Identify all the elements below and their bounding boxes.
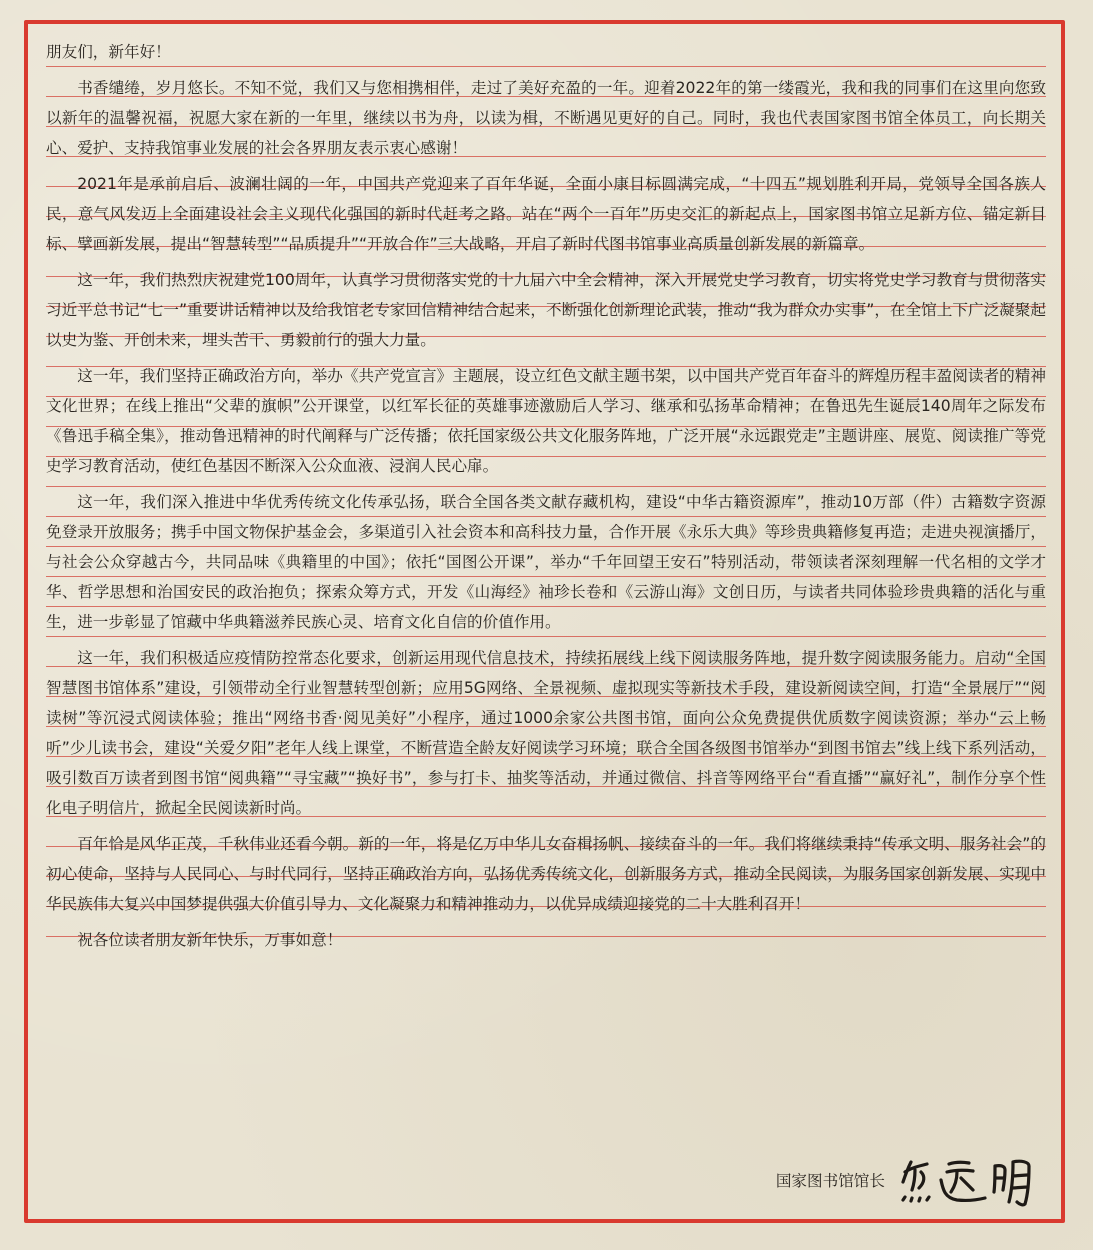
paragraph-5: 这一年，我们深入推进中华优秀传统文化传承弘扬，联合全国各类文献存藏机构，建设“中华古籍资源库”，推动10万部（件）古籍数字资源免登录开放服务；携手中国文物保护基金会，多渠道引入社会资本和高科技力量，合作开展《永乐大典》等珍贵典籍修复再造；走进央视演播厅，与社会公众穿越古今，共同品味《典籍里的中国》；依托“国图公开课”，举办“千年回望王安石”特别活动，带领读者深刻理解一代名相的文学才华、哲学思想和治国安民的政治抱负；探索众筹方式，开发《山海经》袖珍长卷和《云游山海》文创日历，与读者共同体验珍贵典籍的活化与重生，进一步彰显了馆藏中华典籍滋养民族心灵、培育文化自信的价值作用。 [46,493,1046,631]
handwritten-signature [897,1150,1037,1210]
salutation: 朋友们，新年好！ [46,43,171,61]
closing-wish: 祝各位读者朋友新年快乐，万事如意！ [77,931,343,949]
paragraph-1: 书香缱绻，岁月悠长。不知不觉，我们又与您相携相伴，走过了美好充盈的一年。迎着2022年的第一缕霞光，我和我的同事们在这里向您致以新年的温馨祝福，祝愿大家在新的一年里，继续以书为舟，以读为楫，不断遇见更好的自己。同时，我也代表国家图书馆全体员工，向长期关心、爱护、支持我馆事业发展的社会各界朋友表示衷心感谢！ [46,79,1046,157]
paragraph-7: 百年恰是风华正茂，千秋伟业还看今朝。新的一年，将是亿万中华儿女奋楫扬帆、接续奋斗的一年。我们将继续秉持“传承文明、服务社会”的初心使命，坚持与人民同心、与时代同行，坚持正确政治方向，弘扬优秀传统文化，创新服务方式，推动全民阅读，为服务国家创新发展、实现中华民族伟大复兴中国梦提供强大价值引导力、文化凝聚力和精神推动力，以优异成绩迎接党的二十大胜利召开！ [46,835,1046,913]
paragraph-3: 这一年，我们热烈庆祝建党100周年，认真学习贯彻落实党的十九届六中全会精神，深入开展党史学习教育，切实将党史学习教育与贯彻落实习近平总书记“七一”重要讲话精神以及给我馆老专家回信精神结合起来，不断强化创新理论武装，推动“我为群众办实事”，在全馆上下广泛凝聚起以史为鉴、开创未来，埋头苦干、勇毅前行的强大力量。 [46,271,1046,349]
paragraph-4: 这一年，我们坚持正确政治方向，举办《共产党宣言》主题展，设立红色文献主题书架，以中国共产党百年奋斗的辉煌历程丰盈阅读者的精神文化世界；在线上推出“父辈的旗帜”公开课堂，以红军长征的英雄事迹激励后人学习、继承和弘扬革命精神；在鲁迅先生诞辰140周年之际发布《鲁迅手稿全集》，推动鲁迅精神的时代阐释与广泛传播；依托国家级公共文化服务阵地，广泛开展“永远跟党走”主题讲座、展览、阅读推广等党史学习教育活动，使红色基因不断深入公众血液、浸润人民心扉。 [46,367,1046,475]
signature-block [776,1150,1037,1210]
signature-title: 国家图书馆馆长 [775,1172,885,1190]
letter-body [46,37,1046,961]
paragraph-6: 这一年，我们积极适应疫情防控常态化要求，创新运用现代信息技术，持续拓展线上线下阅读服务阵地，提升数字阅读服务能力。启动“全国智慧图书馆体系”建设，引领带动全行业智慧转型创新；应用5G网络、全景视频、虚拟现实等新技术手段，建设新阅读空间，打造“全景展厅”“阅读树”等沉浸式阅读体验；推出“网络书香·阅见美好”小程序，通过1000余家公共图书馆，面向公众免费提供优质数字阅读资源；举办“云上畅听”少儿读书会，建设“关爱夕阳”老年人线上课堂，不断营造全龄友好阅读学习环境；联合全国各级图书馆举办“到图书馆去”线上线下系列活动，吸引数百万读者到图书馆“阅典籍”“寻宝藏”“换好书”，参与打卡、抽奖等活动，并通过微信、抖音等网络平台“看直播”“赢好礼”，制作分享个性化电子明信片，掀起全民阅读新时尚。 [46,649,1046,817]
paragraph-2: 2021年是承前启后、波澜壮阔的一年，中国共产党迎来了百年华诞，全面小康目标圆满完成，“十四五”规划胜利开局，党领导全国各族人民，意气风发迈上全面建设社会主义现代化强国的新时代赶考之路。站在“两个一百年”历史交汇的新起点上，国家图书馆立足新方位、锚定新目标、擘画新发展，提出“智慧转型”“品质提升”“开放合作”三大战略，开启了新时代图书馆事业高质量创新发展的新篇章。 [46,175,1046,253]
